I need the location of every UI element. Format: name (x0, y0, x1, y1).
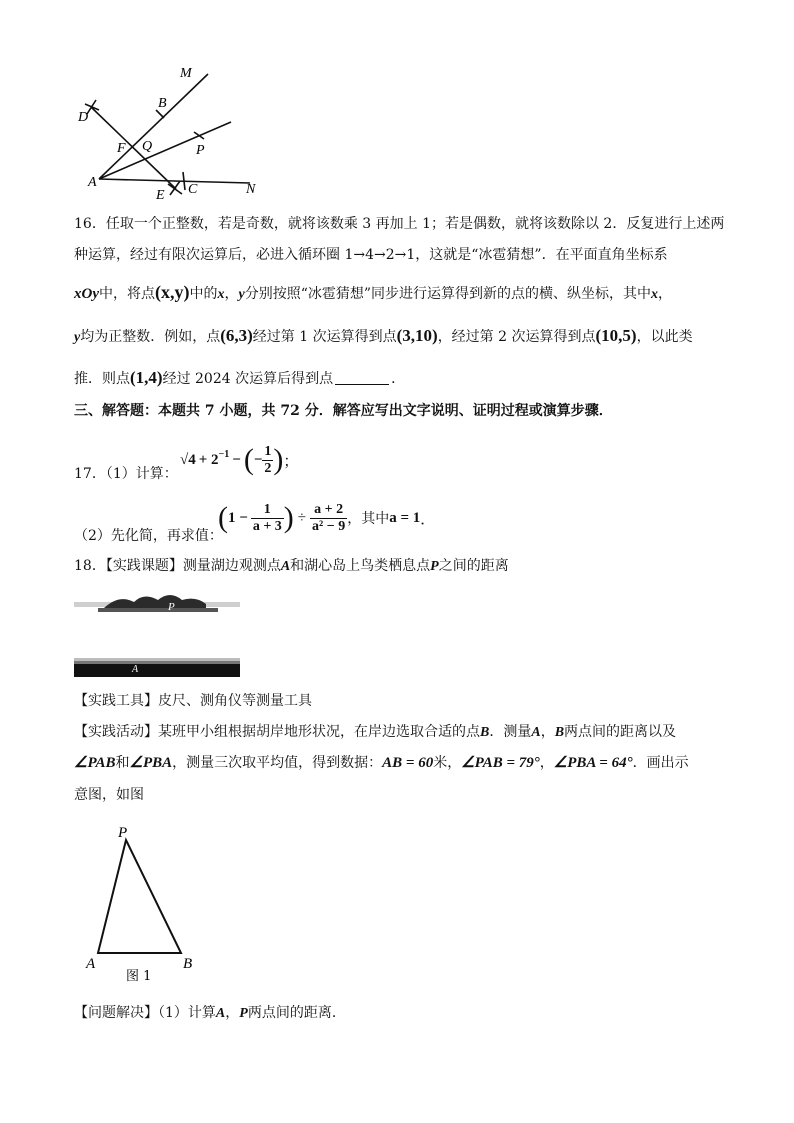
q16-line3: xOy中，将点(x,y)中的x，y分别按照“冰雹猜想”同步进行运算得到新的点的横、纵坐标，其中x， (74, 282, 673, 302)
q16-line2: 种运算，经过有限次运算后，必进入循环圈 1→4→2→1，这就是“冰雹猜想”．在平面直角坐标系 (74, 247, 668, 263)
point-6-3: (6,3) (220, 326, 253, 345)
q18-title: 18．【实践课题】测量湖边观测点A和湖心岛上鸟类栖息点P之间的距离 (74, 558, 509, 574)
q16-line4: y均为正整数．例如，点(6,3)经过第 1 次运算得到点(3,10)，经过第 2 次运算得到点(10,5)，以此类 (74, 326, 693, 345)
photo-label-A: A (132, 664, 139, 675)
angle-construction-figure (70, 62, 270, 202)
label-D: D (78, 110, 89, 125)
coord-system: xOy (74, 286, 99, 302)
q17-part1-label: 17．（1）计算： (74, 466, 178, 482)
fraction-1-over-a-plus-3: $\frac{1}{a + 3}$ (252, 501, 282, 534)
lake-photo (74, 588, 240, 678)
q18-problem: 【问题解决】（1）计算A，P两点间的距离． (74, 1005, 346, 1021)
fraction-one-half: $\frac{1}{2}$ (264, 443, 272, 476)
label-P: P (196, 143, 205, 158)
label-B: B (158, 96, 167, 111)
q17-expression-2: ( 1 − $\frac{1}{a + 3}$ ) ÷ $\frac{a + 2}{\text{a² − 9}}$ ，其中 a = 1 ． (218, 501, 436, 534)
label-N: N (246, 182, 256, 197)
point-3-10: (3,10) (396, 326, 438, 345)
q18-activity-line3: 意图，如图 (74, 787, 144, 803)
label-E: E (156, 188, 165, 202)
label-M: M (180, 66, 192, 81)
label-Q: Q (142, 139, 153, 154)
point-1-4: (1,4) (130, 368, 163, 387)
a-value: a = 1 (389, 509, 421, 526)
photo-label-P: P (168, 601, 175, 613)
fig-caption: 图 1 (126, 969, 152, 984)
triangle-figure-1 (82, 820, 212, 988)
fig-label-B: B (183, 956, 193, 972)
fig-label-P: P (118, 825, 128, 841)
answer-blank[interactable] (335, 370, 389, 385)
fraction-a-plus-2-over-a2-minus-9: $\frac{a + 2}{\text{a² − 9}}$ (312, 501, 346, 534)
q16-line1: 16．任取一个正整数，若是奇数，就将该数乘 3 再加上 1；若是偶数，就将该数除以 2．反复进行上述两 (74, 216, 725, 232)
q18-activity-line1: 【实践活动】某班甲小组根据胡岸地形状况，在岸边选取合适的点B．测量A，B两点间的距离以及 (74, 724, 677, 740)
q18-tools: 【实践工具】皮尺、测角仪等测量工具 (74, 693, 312, 709)
point-xy: (x,y) (155, 282, 190, 302)
section-3-header: 三、解答题：本题共 7 小题，共 72 分．解答应写出文字说明、证明过程或演算步骤． (74, 403, 613, 419)
q18-activity-line2: ∠PAB和∠PBA，测量三次取平均值，得到数据：AB = 60米，∠PAB = 79°，∠PBA = 64°．画出示 (74, 755, 689, 771)
point-10-5: (10,5) (595, 326, 637, 345)
q17-part2-label: （2）先化简，再求值： (74, 528, 223, 544)
label-F: F (117, 141, 126, 156)
fig-label-A: A (86, 956, 96, 972)
label-C: C (188, 182, 198, 197)
label-A: A (88, 175, 97, 190)
q16-line5: 推．则点(1,4)经过 2024 次运算后得到点 ． (74, 368, 406, 387)
q17-expression-1: √4 + 2 $^{-1}$ − ( − $\frac{1}{2}$ ) ； (180, 443, 299, 476)
